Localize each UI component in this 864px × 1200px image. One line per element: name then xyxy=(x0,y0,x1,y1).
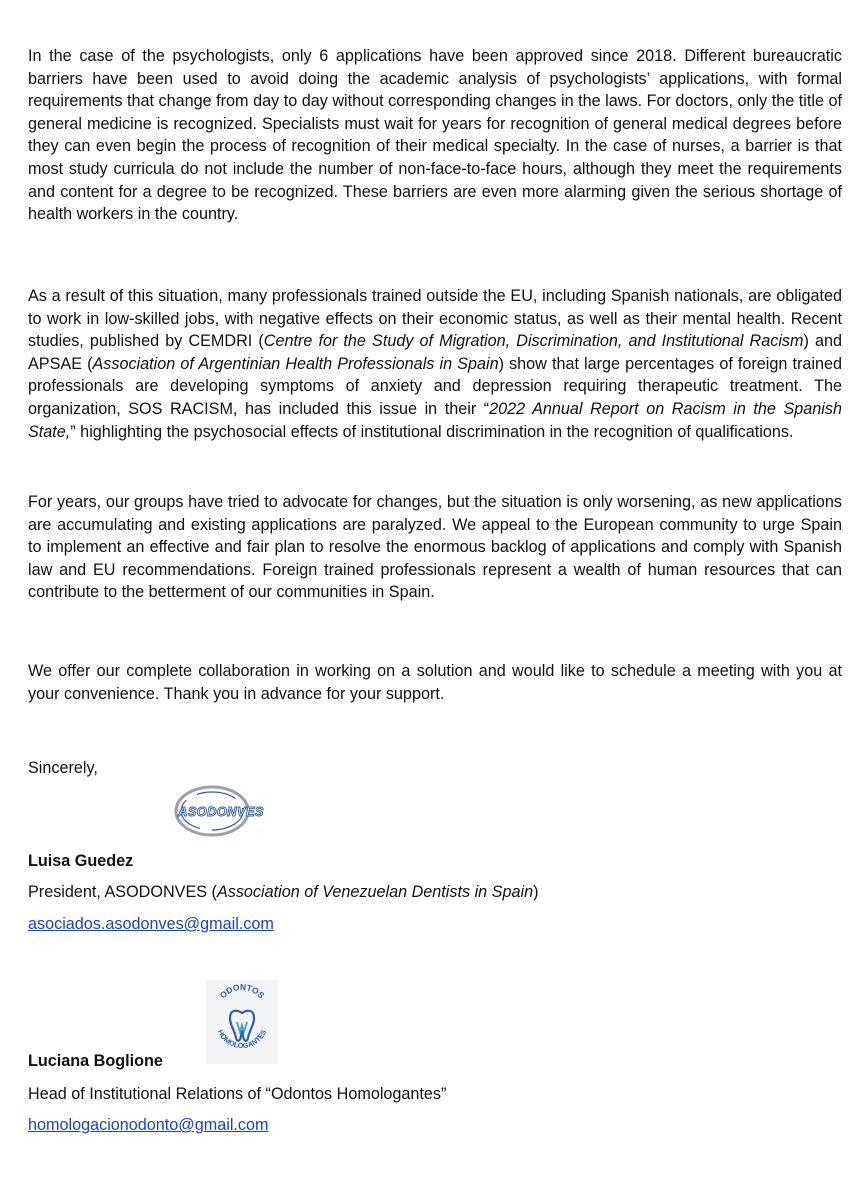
signer1-title-prefix: President, ASODONVES ( xyxy=(28,883,217,901)
signer2-name: Luciana Boglione xyxy=(28,1052,163,1070)
signer2-email-link[interactable]: homologacionodonto@gmail.com xyxy=(28,1116,269,1134)
paragraph-consequences xyxy=(28,285,842,443)
signer1-title xyxy=(28,881,538,903)
paragraph-text: As a result of this situation, many professionals trained outside the EU, including Spanish nationals, are obligated to work in low-skilled jobs, with negative effects on their economic status, as well as their mental health. Recent studies, published by CEMDRI ( xyxy=(28,287,842,351)
signer1-title-suffix: ) xyxy=(533,883,539,901)
signer1-organization-name: Association of Venezuelan Dentists in Spain xyxy=(216,883,534,901)
paragraph-appeal: For years, our groups have tried to advocate for changes, but the situation is only worsening, as new applications are accumulating and existing applications are paralyzed. We appeal to the European community to urge Spain to implement an effective and fair plan to resolve the enormous backlog of applications and comply with Spanish law and EU recommendations. Foreign trained professionals represent a wealth of human resources that can contribute to the betterment of our communities in Spain. xyxy=(28,493,842,602)
cemdri-full-name: Centre for the Study of Migration, Discrimination, and Institutional Racism xyxy=(263,332,804,351)
asodonves-logo-text: ASODONVES xyxy=(178,804,264,819)
signer1-email-line xyxy=(28,913,274,935)
paragraph-professional-barriers: In the case of the psychologists, only 6 applications have been approved since 2018. Different bureaucratic barriers have been used to avoid doing the academic analysis of psychologists’ applications, with formal requirements that change from day to day without corresponding changes in the laws. For doctors, only the title of general medicine is recognized. Specialists must wait for years for recognition of general medical degrees before they can even begin the process of recognition of their medical specialty. In the case of nurses, a barrier is that most study curricula do not include the number of non-face-to-face hours, although they meet the requirements and content for a degree to be recognized. These barriers are even more alarming given the serious shortage of health workers in the country. xyxy=(28,47,842,224)
asodonves-logo xyxy=(172,783,284,839)
signer1-name: Luisa Guedez xyxy=(28,852,134,870)
odontos-logo-bottom-text: HOMOLOGANTES xyxy=(215,1028,269,1051)
paragraph-collaboration: We offer our complete collaboration in working on a solution and would like to schedule a meeting with you at your convenience. Thank you in advance for your support. xyxy=(28,662,842,703)
signer2-email-line xyxy=(28,1114,269,1136)
odontos-homologantes-logo xyxy=(206,980,278,1064)
paragraph-text: ) and APSAE ( xyxy=(28,332,843,373)
signer1-email-link[interactable]: asociados.asodonves@gmail.com xyxy=(28,915,274,933)
closing-salutation: Sincerely, xyxy=(28,759,98,777)
paragraph-text: ) show that large percentages of foreign trained professionals are developing symptoms of anxiety and depression requiring therapeutic treatment. The organization, SOS RACISM, has included this issue in their “ xyxy=(28,354,842,418)
report-title: 2022 Annual Report on Racism in the Spanish State, xyxy=(28,399,842,441)
odontos-logo-top-text: ODONTOS xyxy=(217,981,267,1001)
signer2-title: Head of Institutional Relations of “Odontos Homologantes” xyxy=(28,1085,447,1103)
paragraph-text: ” highlighting the psychosocial effects of institutional discrimination in the recognition of qualifications. xyxy=(70,422,794,441)
apsae-full-name: Association of Argentinian Health Professionals in Spain xyxy=(92,354,499,373)
